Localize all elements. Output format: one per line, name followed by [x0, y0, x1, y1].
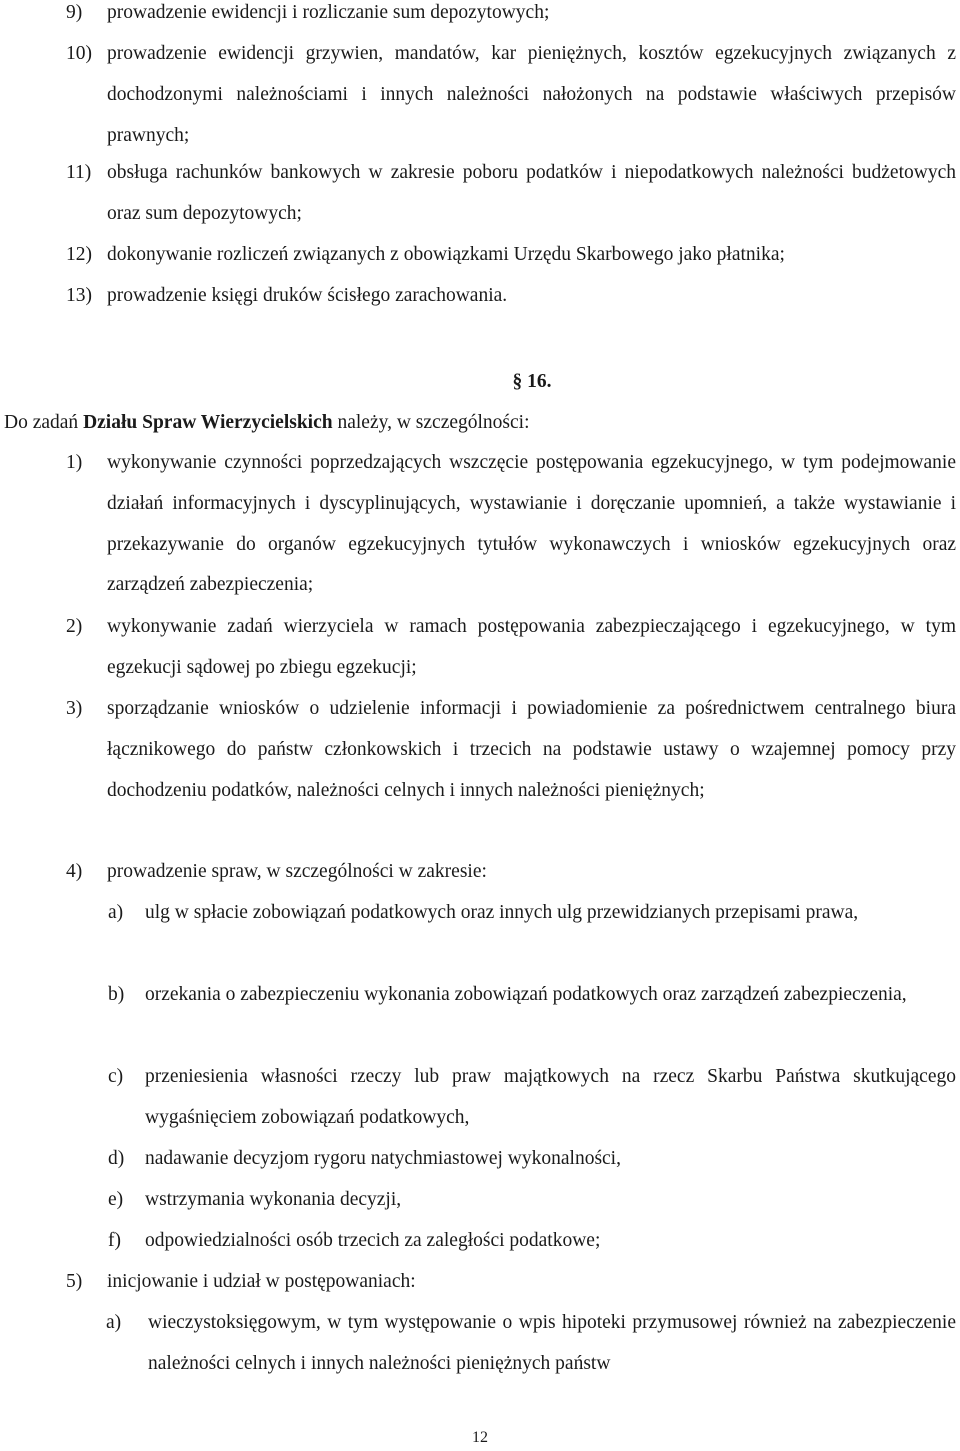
list-item-text: prowadzenie ewidencji grzywien, mandatów, kar pieniężnych, kosztów egzekucyjnych związanych z dochodzonymi należnościami i innych należności nałożonych na podstawie właściwych przepisów prawnych; — [107, 43, 956, 146]
list-item-number: 10) — [66, 43, 92, 64]
list-item-number: 5) — [66, 1271, 83, 1292]
list-item — [66, 689, 956, 811]
sublist-item — [106, 1303, 956, 1385]
list-item-text: wykonywanie czynności poprzedzających wszczęcie postępowania egzekucyjnego, w tym podejmowanie działań informacyjnych i dyscyplinujących, wystawianie i doręczanie upomnień, a także wystawianie i przekazywanie do organów egzekucyjnych tytułów wykonawczych i wniosków egzekucyjnych oraz zarządzeń zabezpieczenia; — [107, 452, 956, 596]
list-item-text: dokonywanie rozliczeń związanych z obowiązkami Urzędu Skarbowego jako płatnika; — [107, 244, 785, 265]
sublist-item-letter: a) — [108, 902, 124, 923]
list-item-number: 11) — [66, 162, 92, 183]
list-item — [66, 443, 956, 606]
sublist-item — [108, 975, 956, 1016]
sublist-item-text: orzekania o zabezpieczeniu wykonania zobowiązań podatkowych oraz zarządzeń zabezpieczenia, — [145, 984, 907, 1005]
sublist-item-letter: a) — [106, 1312, 122, 1333]
sublist-item-text: wstrzymania wykonania decyzji, — [145, 1189, 402, 1210]
list-item-number: 1) — [66, 452, 83, 473]
list-item-number: 12) — [66, 244, 92, 265]
sublist-item — [108, 1180, 956, 1221]
list-item-number: 13) — [66, 285, 92, 306]
list-item — [66, 276, 956, 317]
sublist-item-text: nadawanie decyzjom rygoru natychmiastowej wykonalności, — [145, 1148, 621, 1169]
list-item-number: 2) — [66, 616, 83, 637]
intro-text: należy, w szczególności: — [332, 412, 530, 433]
department-name: Działu Spraw Wierzycielskich — [83, 412, 333, 433]
sublist-item-letter: f) — [108, 1230, 121, 1251]
list-item-number: 9) — [66, 2, 83, 23]
list-item — [66, 34, 956, 156]
list-item — [66, 607, 956, 689]
list-item-number: 4) — [66, 861, 83, 882]
list-item-text: inicjowanie i udział w postępowaniach: — [107, 1271, 416, 1292]
sublist-item-text: przeniesienia własności rzeczy lub praw majątkowych na rzecz Skarbu Państwa skutkującego wygaśnięciem zobowiązań podatkowych, — [145, 1066, 956, 1128]
sublist-item — [108, 1221, 956, 1262]
list-item-text: prowadzenie księgi druków ścisłego zarachowania. — [107, 285, 508, 306]
list-item-text: prowadzenie ewidencji i rozliczanie sum depozytowych; — [107, 2, 550, 23]
list-item — [66, 852, 956, 893]
sublist-item — [108, 1139, 956, 1180]
list-item — [66, 235, 956, 276]
sublist-item — [108, 893, 956, 934]
list-item-text: prowadzenie spraw, w szczególności w zakresie: — [107, 861, 487, 882]
list-item-text: sporządzanie wniosków o udzielenie informacji i powiadomienie za pośrednictwem centralnego biura łącznikowego do państw członkowskich i trzecich na podstawie ustawy o wzajemnej pomocy przy dochodzeniu podatków, należności celnych i innych należności pieniężnych; — [107, 698, 956, 801]
sublist-item-letter: b) — [108, 984, 125, 1005]
list-item — [66, 1262, 956, 1303]
sublist-item-letter: d) — [108, 1148, 125, 1169]
sublist-item-text: wieczystoksięgowym, w tym występowanie o wpis hipoteki przymusowej również na zabezpieczenie należności celnych i innych należności pieniężnych państw — [148, 1312, 956, 1374]
list-item-text: obsługa rachunków bankowych w zakresie poboru podatków i niepodatkowych należności budżetowych oraz sum depozytowych; — [107, 162, 956, 224]
list-item — [66, 0, 956, 34]
sublist-item-letter: e) — [108, 1189, 124, 1210]
intro-text: Do zadań — [4, 412, 84, 433]
list-item — [66, 153, 956, 235]
sublist-item-text: odpowiedzialności osób trzecich za zaległości podatkowe; — [145, 1230, 601, 1251]
sublist-item — [108, 1057, 956, 1139]
page-number: 12 — [472, 1429, 488, 1446]
sublist-item-text: ulg w spłacie zobowiązań podatkowych oraz innych ulg przewidzianych przepisami prawa, — [145, 902, 859, 923]
sublist-item-letter: c) — [108, 1066, 124, 1087]
list-item-text: wykonywanie zadań wierzyciela w ramach postępowania zabezpieczającego i egzekucyjnego, w tym egzekucji sądowej po zbiegu egzekucji; — [107, 616, 956, 678]
section-heading: § 16. — [512, 371, 552, 392]
list-item-number: 3) — [66, 698, 83, 719]
section-intro — [4, 403, 954, 444]
